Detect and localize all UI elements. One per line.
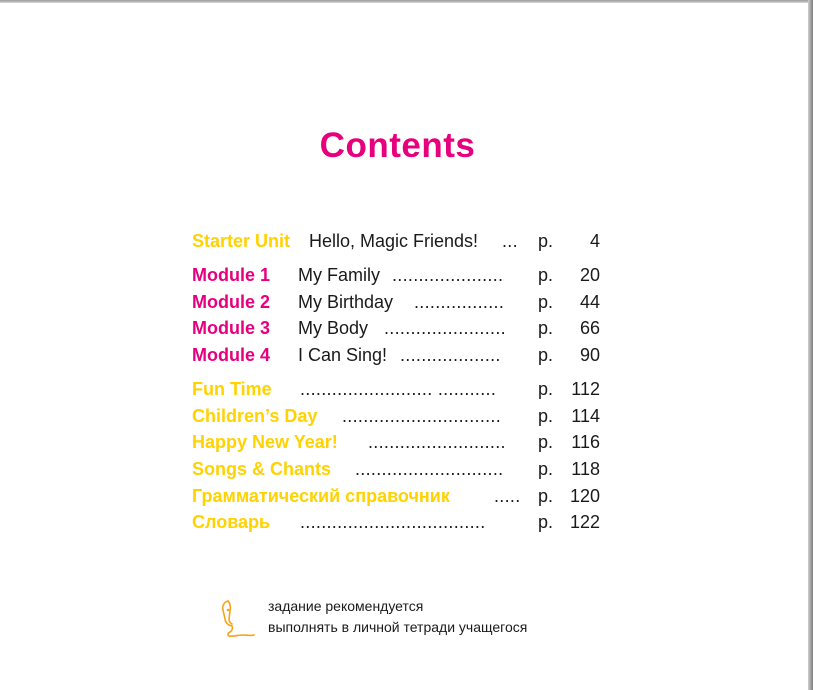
toc-leader: ................................... xyxy=(300,512,486,532)
toc-entry-module-1[interactable] xyxy=(192,263,600,287)
toc-leader: ... xyxy=(502,231,518,251)
toc-page-number: 90 xyxy=(579,345,600,365)
toc-entry-module-3[interactable] xyxy=(192,316,600,340)
toc-label: Happy New Year! xyxy=(192,432,338,452)
right-border xyxy=(808,0,813,690)
toc-leader: ..................... xyxy=(392,265,504,285)
toc-page-prefix: p. xyxy=(538,486,554,506)
toc-page-number: 120 xyxy=(569,486,600,506)
toc-label: Songs & Chants xyxy=(192,459,332,479)
toc-leader: ................. xyxy=(414,292,505,312)
toc-page-number: 114 xyxy=(571,406,600,426)
toc-entry-dictionary[interactable] xyxy=(192,510,600,534)
toc-page-prefix: p. xyxy=(538,406,554,426)
toc-page-number: 4 xyxy=(589,231,600,251)
toc-page-prefix: p. xyxy=(538,231,554,251)
toc-page-number: 122 xyxy=(569,512,600,532)
toc-leader: ......................... ........... xyxy=(300,379,497,399)
toc-label: Module 3 xyxy=(192,318,271,338)
toc-page-prefix: p. xyxy=(538,459,554,479)
toc-label: Fun Time xyxy=(192,379,272,399)
toc-label: Module 4 xyxy=(192,345,271,365)
toc-leader: .............................. xyxy=(342,406,502,426)
toc-page-prefix: p. xyxy=(538,265,554,285)
toc-label: Children’s Day xyxy=(192,406,318,426)
toc-title: My Birthday xyxy=(298,292,394,312)
toc-page-prefix: p. xyxy=(538,345,554,365)
toc-page-number: 118 xyxy=(571,459,600,479)
toc-page-prefix: p. xyxy=(538,512,554,532)
toc-title: Hello, Magic Friends! xyxy=(309,231,479,251)
toc-entry-happy-new-year[interactable] xyxy=(192,430,600,454)
toc-leader: ............................ xyxy=(355,459,504,479)
note-line-1: задание рекомендуется xyxy=(268,598,424,614)
toc-entry-fun-time[interactable] xyxy=(192,377,600,401)
toc-entry-module-2[interactable] xyxy=(192,290,600,314)
page-title: Contents xyxy=(319,126,476,165)
toc-leader: ..... xyxy=(494,486,521,506)
toc-leader: ....................... xyxy=(384,318,506,338)
pen-icon xyxy=(216,597,258,639)
toc-label: Starter Unit xyxy=(192,231,291,251)
toc-label: Module 2 xyxy=(192,292,271,312)
toc-page-number: 66 xyxy=(579,318,600,338)
toc-page-number: 116 xyxy=(571,432,600,452)
toc-entry-grammar-reference[interactable] xyxy=(192,484,600,508)
toc-page-number: 20 xyxy=(579,265,600,285)
toc-entry-module-4[interactable] xyxy=(192,343,600,367)
toc-page-prefix: p. xyxy=(538,292,554,312)
note-line-2: выполнять в личной тетради учащегося xyxy=(268,619,528,635)
toc-label: Словарь xyxy=(192,512,271,532)
toc-title: My Body xyxy=(298,318,369,338)
toc-page-number: 44 xyxy=(579,292,600,312)
toc-leader: .......................... xyxy=(368,432,506,452)
toc-entry-songs-chants[interactable] xyxy=(192,457,600,481)
toc-entry-starter-unit[interactable] xyxy=(192,229,600,253)
toc-title: My Family xyxy=(298,265,380,285)
toc-title: I Can Sing! xyxy=(298,345,388,365)
toc-page-number: 112 xyxy=(571,379,600,399)
workbook-note xyxy=(268,596,527,638)
toc-label: Module 1 xyxy=(192,265,271,285)
toc-page-prefix: p. xyxy=(538,318,554,338)
toc-leader: ................... xyxy=(400,345,501,365)
toc-entry-childrens-day[interactable] xyxy=(192,404,600,428)
toc-page-prefix: p. xyxy=(538,432,554,452)
toc-page-prefix: p. xyxy=(538,379,554,399)
toc-label: Грамматический справочник xyxy=(192,486,450,506)
